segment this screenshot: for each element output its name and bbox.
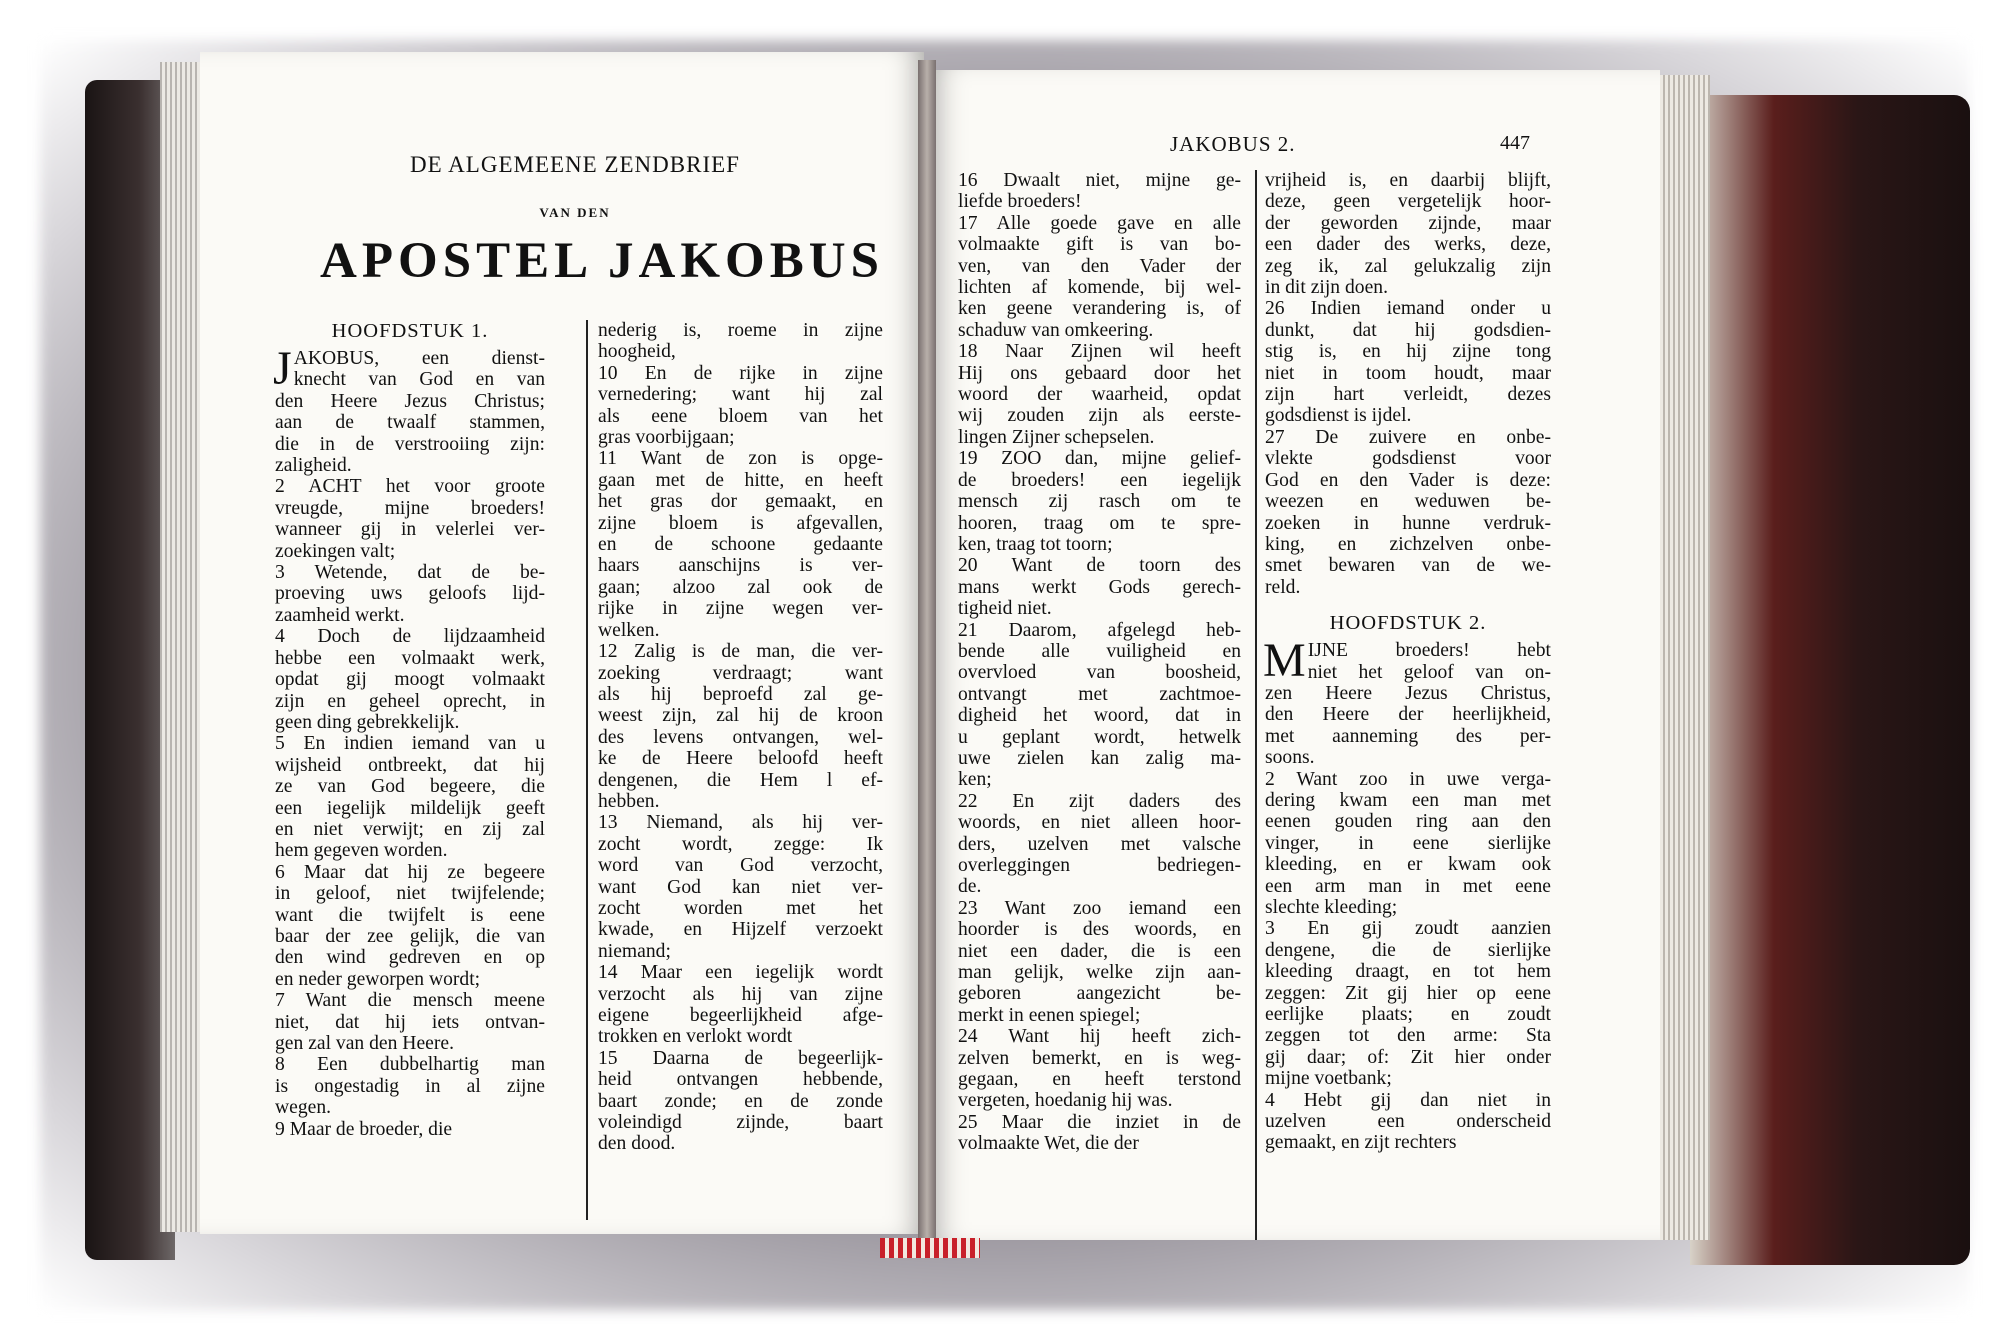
text-line: het gras dor gemaakt, en [598, 491, 883, 513]
text-line: deze, geen vergetelijk hoor- [1265, 191, 1551, 213]
text-line: heid ontvangen hebbende, [598, 1069, 883, 1091]
text-line: overleggingen bedriegen- [958, 855, 1241, 876]
text-line: 26 Indien iemand onder u [1265, 298, 1551, 320]
text-line: soons. [1265, 747, 1315, 769]
text-line: welken. [598, 619, 660, 641]
text-line: dunkt, dat hij godsdien- [1265, 319, 1551, 341]
text-line: des levens ontvangen, wel- [598, 726, 883, 748]
text-line: zeg ik, zal gelukzalig zijn [1265, 255, 1551, 277]
text-line: zeggen tot den arme: Sta [1265, 1025, 1551, 1047]
text-line: 4 Doch de lijdzaamheid [275, 626, 545, 648]
text-line: weezen en weduwen be- [1265, 491, 1551, 513]
text-line: 16 Dwaalt niet, mijne ge- [958, 170, 1241, 191]
text-line: als hij beproefd zal ge- [598, 683, 883, 705]
text-line: vlekte godsdienst voor [1265, 448, 1551, 470]
text-line: in geloof, niet twijfelende; [275, 883, 545, 905]
text-line: ontvangt met zachtmoe- [958, 683, 1241, 705]
text-line: 2 ACHT het voor groote [275, 476, 545, 498]
text-line: dengenen, die Hem l ef- [598, 769, 883, 791]
text-line: kleeding, en er kwam ook [1265, 854, 1551, 876]
text-line: een arm man in met eene [1265, 875, 1551, 897]
text-line: uzelven een onderscheid [1265, 1111, 1551, 1133]
headband [880, 1238, 980, 1258]
text-line: 11 Want de zon is opge- [598, 448, 883, 470]
text-line: slechte kleeding; [1265, 897, 1398, 918]
text-line: vinger, in eene sierlijke [1265, 832, 1551, 854]
text-line: 17 Alle goede gave en alle [958, 212, 1241, 234]
text-line: een iegelijk mildelijk geeft [275, 797, 545, 819]
text-line: eerlijke plaats; en zoudt [1265, 1004, 1551, 1026]
text-line: in dit zijn doen. [1265, 277, 1388, 299]
text-line: gij daar; of: Zit hier onder [1265, 1046, 1551, 1068]
text-line: bende alle vuiligheid en [958, 640, 1241, 662]
text-line: den wind gedreven en op [275, 947, 545, 969]
text-line: mijne voetbank; [1265, 1068, 1392, 1090]
text-line: 21 Daarom, afgelegd heb- [958, 619, 1241, 641]
text-line: lingen Zijner schepselen. [958, 426, 1155, 448]
text-line: schaduw van omkeering. [958, 319, 1154, 341]
text-line: 9 Maar de broeder, die [275, 1118, 453, 1140]
right-column-2 [1265, 170, 1551, 1154]
text-line: en neder geworpen wordt; [275, 968, 481, 990]
text-line: die in de verstrooiing zijn: [275, 433, 545, 455]
text-line: den Heere der heerlijkheid, [1265, 704, 1551, 726]
text-line: 15 Daarna de begeerlijk- [598, 1047, 883, 1069]
text-line: 18 Naar Zijnen wil heeft [958, 341, 1241, 363]
text-line: hem gegeven worden. [275, 840, 448, 862]
running-head: JAKOBUS 2. [1170, 132, 1296, 156]
text-line: met aanneming des per- [1265, 725, 1551, 747]
text-line: kleeding draagt, en tot hem [1265, 961, 1551, 983]
text-line: is ongestadig in al zijne [275, 1075, 545, 1097]
text-line: 27 De zuivere en onbe- [1265, 426, 1551, 448]
text-line: niet in toom houdt, maar [1265, 362, 1551, 384]
text-line: 7 Want die mensch meene [275, 990, 545, 1012]
text-line: eenen gouden ring aan den [1265, 811, 1551, 833]
text-line: knecht van God en van [293, 369, 545, 391]
text-line: opdat gij moogt volmaakt [275, 669, 545, 691]
text-line: de. [958, 876, 982, 898]
text-line: vreugde, mijne broeders! [275, 497, 545, 519]
text-line: IJNE broeders! hebt [1307, 640, 1551, 662]
text-line: zocht wordt, zegge: Ik [598, 833, 883, 855]
text-line: volmaakte gift is van bo- [958, 234, 1241, 256]
text-line: der geworden zijnde, maar [1265, 212, 1551, 234]
text-line: woord der waarheid, opdat [958, 384, 1241, 406]
text-line: digheid het woord, dat in [958, 705, 1241, 727]
text-line: 12 Zalig is de man, die ver- [598, 641, 883, 663]
text-line: gemaakt, en zijt rechters [1265, 1132, 1457, 1154]
text-line: aan de twaalf stammen, [275, 412, 545, 434]
text-line: smet bewaren van de we- [1265, 555, 1551, 577]
drop-capital-2: M [1263, 634, 1306, 688]
text-line: hebben. [598, 790, 660, 812]
text-line: voleindigd zijnde, baart [598, 1112, 883, 1134]
text-line: gegaan, en heeft terstond [958, 1069, 1241, 1091]
text-line: 8 Een dubbelhartig man [275, 1054, 545, 1076]
text-line: 10 En de rijke in zijne [598, 362, 883, 384]
text-line: rijke in zijne wegen ver- [598, 598, 883, 620]
text-line: merkt in eenen spiegel; [958, 1004, 1141, 1026]
text-line: 2 Want zoo in uwe verga- [1265, 768, 1551, 790]
text-line: 13 Niemand, als hij ver- [598, 812, 883, 834]
text-line: hoorder is des woords, en [958, 919, 1241, 941]
column-rule [586, 320, 588, 1220]
chapter-heading-2: HOOFDSTUK 2. [1329, 612, 1487, 635]
text-line: de broeders! een iegelijk [958, 469, 1241, 491]
text-line: word van God verzocht, [598, 855, 883, 877]
drop-capital: J [273, 342, 292, 395]
text-line: niet een dader, die is een [958, 940, 1241, 962]
text-line: hoogheid, [598, 341, 676, 363]
text-line: 20 Want de toorn des [958, 555, 1241, 577]
text-line: dengene, die de sierlijke [1265, 939, 1551, 961]
text-line: wijsheid ontbreekt, dat hij [275, 754, 545, 776]
text-line: liefde broeders! [958, 191, 1082, 213]
text-line: hebbe een volmaakt werk, [275, 647, 545, 669]
text-line: den Heere Jezus Christus; [275, 390, 545, 412]
text-line: den dood. [598, 1133, 676, 1155]
text-line: vrijheid is, en daarbij blijft, [1265, 170, 1551, 191]
text-line: zijne bloem is afgevallen, [598, 512, 883, 534]
book-title: APOSTEL JAKOBUS [320, 233, 884, 289]
text-line: man gelijk, welke zijn aan- [958, 962, 1241, 984]
text-line: 6 Maar dat hij ze begeere [275, 861, 545, 883]
text-line: want God kan niet ver- [598, 876, 883, 898]
text-line: king, en zichzelven onbe- [1265, 533, 1551, 555]
text-line: dering kwam een man met [1265, 789, 1551, 811]
header-line-1: DE ALGEMEENE ZENDBRIEF [410, 152, 740, 177]
text-line: mans werkt Gods gerech- [958, 576, 1241, 598]
text-line: baar der zee gelijk, die van [275, 925, 545, 947]
text-line: proeving uws geloofs lijd- [275, 583, 545, 605]
text-line: ken, traag tot toorn; [958, 533, 1113, 555]
text-line: weest zijn, zal hij de kroon [598, 705, 883, 727]
text-line: uwe zielen kan zalig ma- [958, 747, 1241, 769]
text-line: eigene begeerlijkheid afge- [598, 1005, 883, 1026]
text-line: 23 Want zoo iemand een [958, 897, 1241, 919]
text-line: wanneer gij in velerlei ver- [275, 519, 545, 541]
text-line: verzocht als hij van zijne [598, 983, 883, 1005]
header-line-2: VAN DEN [539, 205, 611, 220]
text-line: wij zouden zijn als eerste- [958, 405, 1241, 427]
text-line: 3 En gij zoudt aanzien [1265, 918, 1551, 940]
text-line: geen ding gebrekkelijk. [275, 711, 460, 733]
text-line: godsdienst is ijdel. [1265, 405, 1412, 427]
text-line: woords, en niet alleen hoor- [958, 812, 1241, 834]
text-line: zocht worden met het [598, 897, 883, 919]
text-line: 22 En zijt daders des [958, 790, 1241, 812]
book-cover-right [1690, 95, 1970, 1265]
chapter-heading: HOOFDSTUK 1. [331, 320, 489, 342]
book-gutter [918, 60, 936, 1245]
text-line: zijn hart verleidt, dezes [1265, 384, 1551, 406]
text-line: zaamheid werkt. [275, 604, 405, 626]
text-line: vergeten, hoedanig hij was. [958, 1090, 1173, 1112]
text-line: wegen. [275, 1097, 332, 1119]
right-column-1 [958, 170, 1241, 1155]
text-line: haars aanschijns is ver- [598, 555, 883, 577]
right-page [930, 70, 1660, 1240]
text-line: kwade, en Hijzelf verzoekt [598, 919, 883, 941]
text-line: 3 Wetende, dat de be- [275, 562, 545, 584]
text-line: reld. [1265, 576, 1301, 598]
text-line: 19 ZOO dan, mijne gelief- [958, 448, 1241, 470]
left-page [200, 52, 924, 1234]
text-line: zelven bemerkt, en is weg- [958, 1047, 1241, 1069]
text-line: ken; [958, 769, 992, 791]
text-line: 4 Hebt gij dan niet in [1265, 1089, 1551, 1111]
left-column-1 [275, 320, 545, 1140]
text-line: 24 Want hij heeft zich- [958, 1026, 1241, 1048]
text-line: een dader des werks, deze, [1265, 234, 1551, 256]
text-line: niet het geloof van on- [1307, 661, 1551, 683]
text-line: ders, uzelven met valsche [958, 833, 1241, 855]
page-number: 447 [1500, 132, 1530, 154]
text-line: niemand; [598, 940, 671, 962]
text-line: stig is, en hij zijne tong [1265, 341, 1551, 363]
text-line: trokken en verlokt wordt [598, 1026, 793, 1048]
text-line: ven, van den Vader der [958, 255, 1241, 277]
text-line: zeggen: Zit gij hier op eene [1265, 982, 1551, 1004]
text-line: 14 Maar een iegelijk wordt [598, 962, 883, 984]
text-line: als eene bloem van het [598, 405, 883, 427]
text-line: 5 En indien iemand van u [275, 733, 545, 755]
text-line: mensch zij rasch om te [958, 491, 1241, 513]
text-line: u geplant wordt, hetwelk [958, 726, 1241, 748]
text-line: volmaakte Wet, die der [958, 1133, 1139, 1155]
column-rule [1255, 170, 1257, 1240]
text-line: Hij ons gebaard door het [958, 362, 1241, 384]
text-line: 25 Maar die inziet in de [958, 1111, 1241, 1133]
text-line: ze van God begeere, die [275, 776, 545, 798]
text-line: ken geene verandering is, of [958, 298, 1241, 320]
text-line: zoekingen valt; [275, 540, 396, 562]
text-line: zoeking verdraagt; want [598, 662, 883, 684]
text-line: gaan met de hitte, en heeft [598, 469, 883, 491]
text-line: niet, dat hij iets ontvan- [275, 1011, 545, 1033]
text-line: geboren aangezicht be- [958, 983, 1241, 1005]
text-line: tigheid niet. [958, 598, 1052, 620]
text-line: zen Heere Jezus Christus, [1265, 682, 1551, 704]
text-line: overvloed van boosheid, [958, 662, 1241, 684]
text-line: gen zal van den Heere. [275, 1033, 454, 1054]
text-line: en niet verwijt; en zij zal [275, 818, 545, 840]
text-line: en de schoone gedaante [598, 534, 883, 556]
text-line: ke de Heere beloofd heeft [598, 748, 883, 770]
text-line: hooren, traag om te spre- [958, 512, 1241, 534]
text-line: zaligheid. [275, 455, 352, 477]
text-line: want die twijfelt is eene [275, 904, 545, 926]
text-line: vernedering; want hij zal [598, 384, 883, 406]
text-line: AKOBUS, een dienst- [293, 348, 545, 369]
left-column-2 [598, 320, 883, 1155]
text-line: zijn en geheel oprecht, in [275, 690, 545, 712]
text-line: gaan; alzoo zal ook de [598, 576, 883, 598]
text-line: baart zonde; en de zonde [598, 1090, 883, 1112]
text-line: lichten af komende, bij wel- [958, 277, 1241, 299]
text-line: nederig is, roeme in zijne [598, 320, 883, 341]
text-line: gras voorbijgaan; [598, 427, 735, 449]
text-line: zoeken in hunne verdruk- [1265, 512, 1551, 534]
text-line: God en den Vader is deze: [1265, 469, 1551, 491]
